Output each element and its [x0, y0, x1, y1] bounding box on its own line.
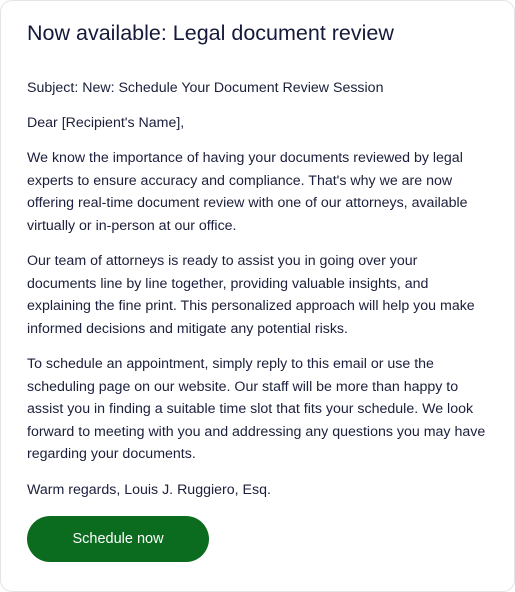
schedule-now-button[interactable]: Schedule now: [27, 516, 209, 562]
email-paragraph-schedule: To schedule an appointment, simply reply to this email or use the scheduling page on our website. Our staff will be more than happy to assist you in finding a suitable time slot that fits your schedule. We look forward to meeting with you and addressing any questions you may have regarding your documents.: [27, 356, 486, 462]
email-signoff: Warm regards, Louis J. Ruggiero, Esq.: [27, 481, 271, 498]
email-subject: Subject: New: Schedule Your Document Review Session: [27, 80, 384, 96]
email-greeting: Dear [Recipient's Name],: [27, 114, 185, 131]
email-paragraph-intro: We know the importance of having your documents reviewed by legal experts to ensure accuracy and compliance. That's why we are now offering real-time document review with one of our attorneys, available virtually or in-person at our office.: [27, 150, 468, 234]
email-paragraph-team: Our team of attorneys is ready to assist you in going over your documents line by line together, providing valuable insights, and explaining the fine print. This personalized approach will help you make informed decisions and mitigate any potential risks.: [27, 253, 475, 337]
email-title: Now available: Legal document review: [27, 21, 394, 45]
